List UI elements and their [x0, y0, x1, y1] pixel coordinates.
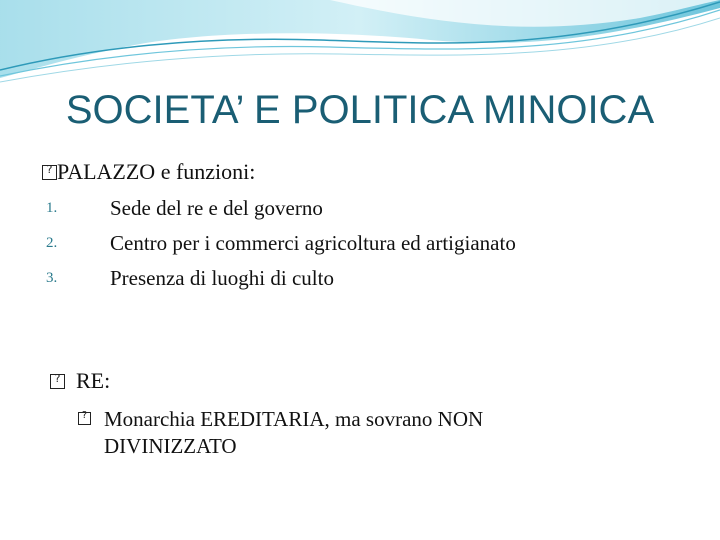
- list-item-text: Presenza di luoghi di culto: [110, 266, 334, 290]
- bullet-box-icon: [50, 374, 65, 389]
- bullet-box-icon: [42, 165, 57, 180]
- sub-bullet-box-icon: [78, 412, 91, 425]
- re-heading: [50, 368, 110, 394]
- header-wave-decoration: [0, 0, 720, 90]
- list-number: 1.: [46, 200, 58, 216]
- re-colon: :: [104, 368, 111, 393]
- palazzo-heading: [42, 159, 255, 185]
- re-heading-text: RE: [76, 368, 105, 393]
- re-description: [104, 406, 584, 460]
- slide-title: SOCIETA’ E POLITICA MINOICA: [65, 88, 655, 132]
- palazzo-colon: :: [249, 159, 256, 184]
- list-item-text: Sede del re e del governo: [110, 196, 323, 220]
- palazzo-heading-text: PALAZZO e funzioni: [57, 159, 250, 184]
- list-number: 2.: [46, 235, 58, 251]
- list-number: 3.: [46, 270, 58, 286]
- re-description-line-2: DIVINIZZATO: [104, 434, 237, 458]
- list-item-text: Centro per i commerci agricoltura ed artigianato: [110, 231, 516, 255]
- re-description-line-1: Monarchia EREDITARIA, ma sovrano NON: [104, 407, 484, 431]
